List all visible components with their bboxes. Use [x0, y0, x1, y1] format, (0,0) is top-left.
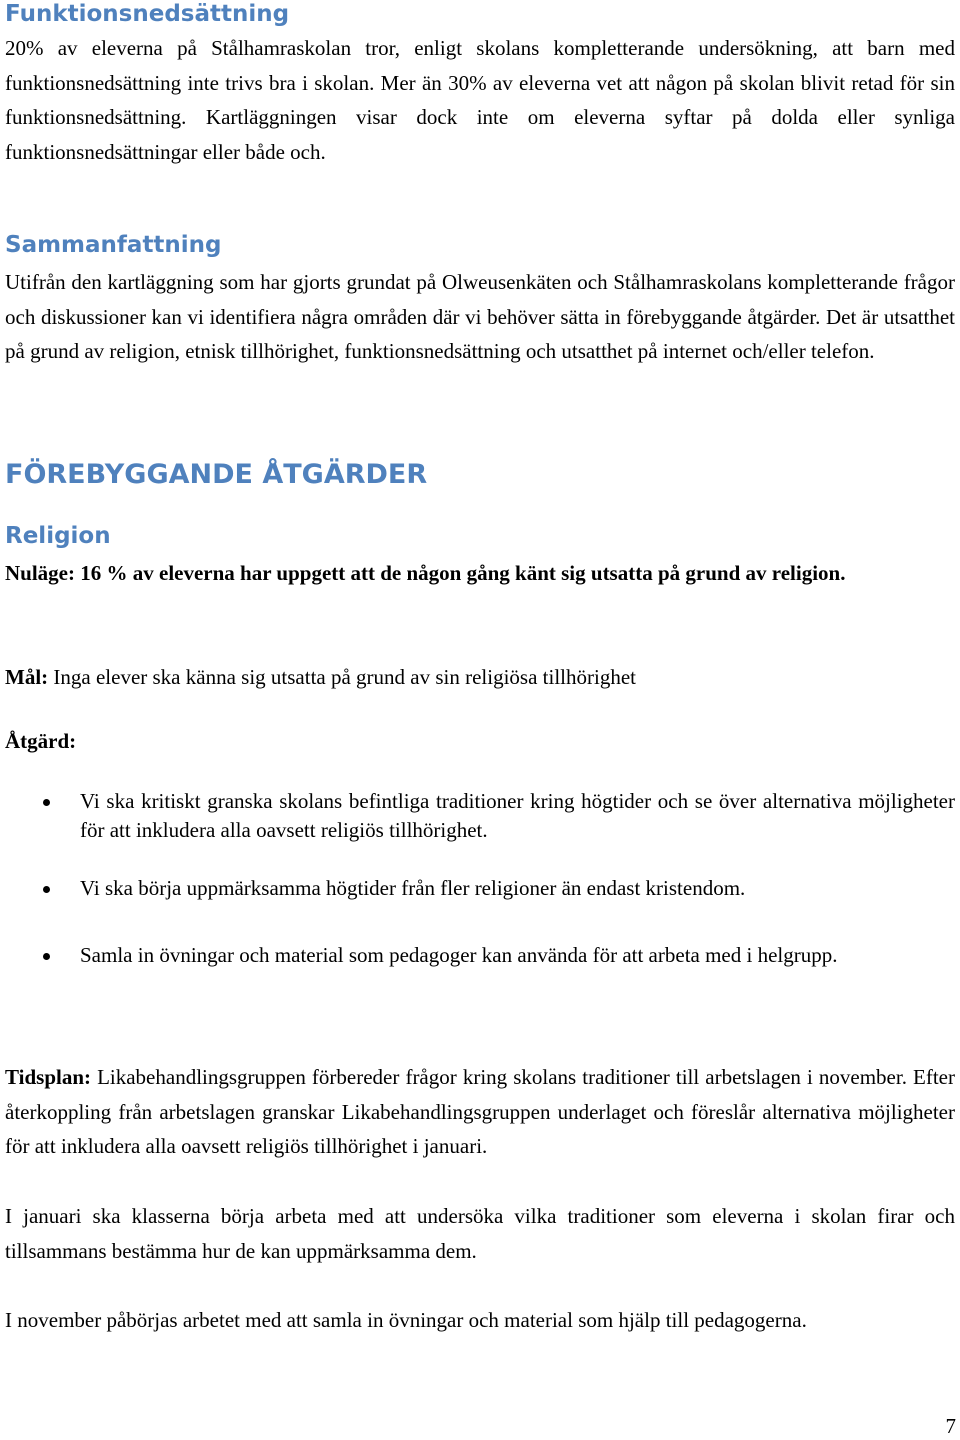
heading-funktionsnedsattning: Funktionsnedsättning — [5, 1, 290, 27]
atgard-list — [5, 787, 955, 845]
atgard-bullet: Vi ska kritiskt granska skolans befintliga traditioner kring högtider och se över alternativa möjligheter för att inkludera alla oavsett religiös tillhörighet. — [5, 787, 955, 845]
atgard-list-3 — [5, 941, 955, 970]
atgard-list-2 — [5, 874, 955, 903]
paragraph-tidsplan — [5, 1060, 955, 1164]
paragraph-januari: I januari ska klasserna börja arbeta med att undersöka vilka traditioner som eleverna i skolan firar och tillsammans bestämma hur de kan uppmärksamma dem. — [5, 1204, 955, 1263]
heading-forebyggande-atgarder: FÖREBYGGANDE ÅTGÄRDER — [5, 459, 428, 490]
atgard-bullet: Vi ska börja uppmärksamma högtider från fler religioner än endast kristendom. — [5, 874, 955, 903]
paragraph-sammanfattning: Utifrån den kartläggning som har gjorts grundat på Olweusenkäten och Stålhamraskolans kompletterande frågor och diskussioner kan vi identifiera några områden där vi behöver sätta in förebyggande åtgärder. Det är utsatthet på grund av religion, etnisk tillhörighet, funktionsnedsättning och utsatthet på internet och/eller telefon. — [5, 270, 955, 363]
paragraph-mal — [5, 660, 955, 695]
paragraph-nulage: Nuläge: 16 % av eleverna har uppgett att de någon gång känt sig utsatta på grund av religion. — [5, 561, 846, 585]
atgard-label: Åtgärd: — [5, 729, 77, 753]
bullet-dot — [43, 799, 50, 806]
paragraph-november: I november påbörjas arbetet med att samla in övningar och material som hjälp till pedagogerna. — [5, 1308, 807, 1332]
tidsplan-label: Tidsplan: — [5, 1065, 91, 1089]
paragraph-funktionsnedsattning: 20% av eleverna på Stålhamraskolan tror, enligt skolans kompletterande undersökning, att barn med funktionsnedsättning inte trivs bra i skolan. Mer än 30% av eleverna vet att någon på skolan blivit retad för sin funktionsnedsättning. Kartläggningen visar dock inte om eleverna syftar på dolda eller synliga funktionsnedsättningar eller både och. — [5, 36, 955, 164]
bullet-dot — [43, 886, 50, 893]
page-number: 7 — [945, 1414, 956, 1438]
mal-text: Inga elever ska känna sig utsatta på grund av sin religiösa tillhörighet — [48, 665, 636, 689]
heading-religion: Religion — [5, 523, 111, 549]
tidsplan-text: Likabehandlingsgruppen förbereder frågor kring skolans traditioner till arbetslagen i november. Efter återkoppling från arbetslagen granskar Likabehandlingsgruppen underlaget och föreslår alternativa möjligheter för att inkludera alla oavsett religiös tillhörighet i januari. — [5, 1065, 955, 1158]
heading-sammanfattning: Sammanfattning — [5, 232, 222, 258]
mal-label: Mål: — [5, 665, 49, 689]
atgard-bullet: Samla in övningar och material som pedagoger kan använda för att arbeta med i helgrupp. — [5, 941, 955, 970]
bullet-dot — [43, 953, 50, 960]
